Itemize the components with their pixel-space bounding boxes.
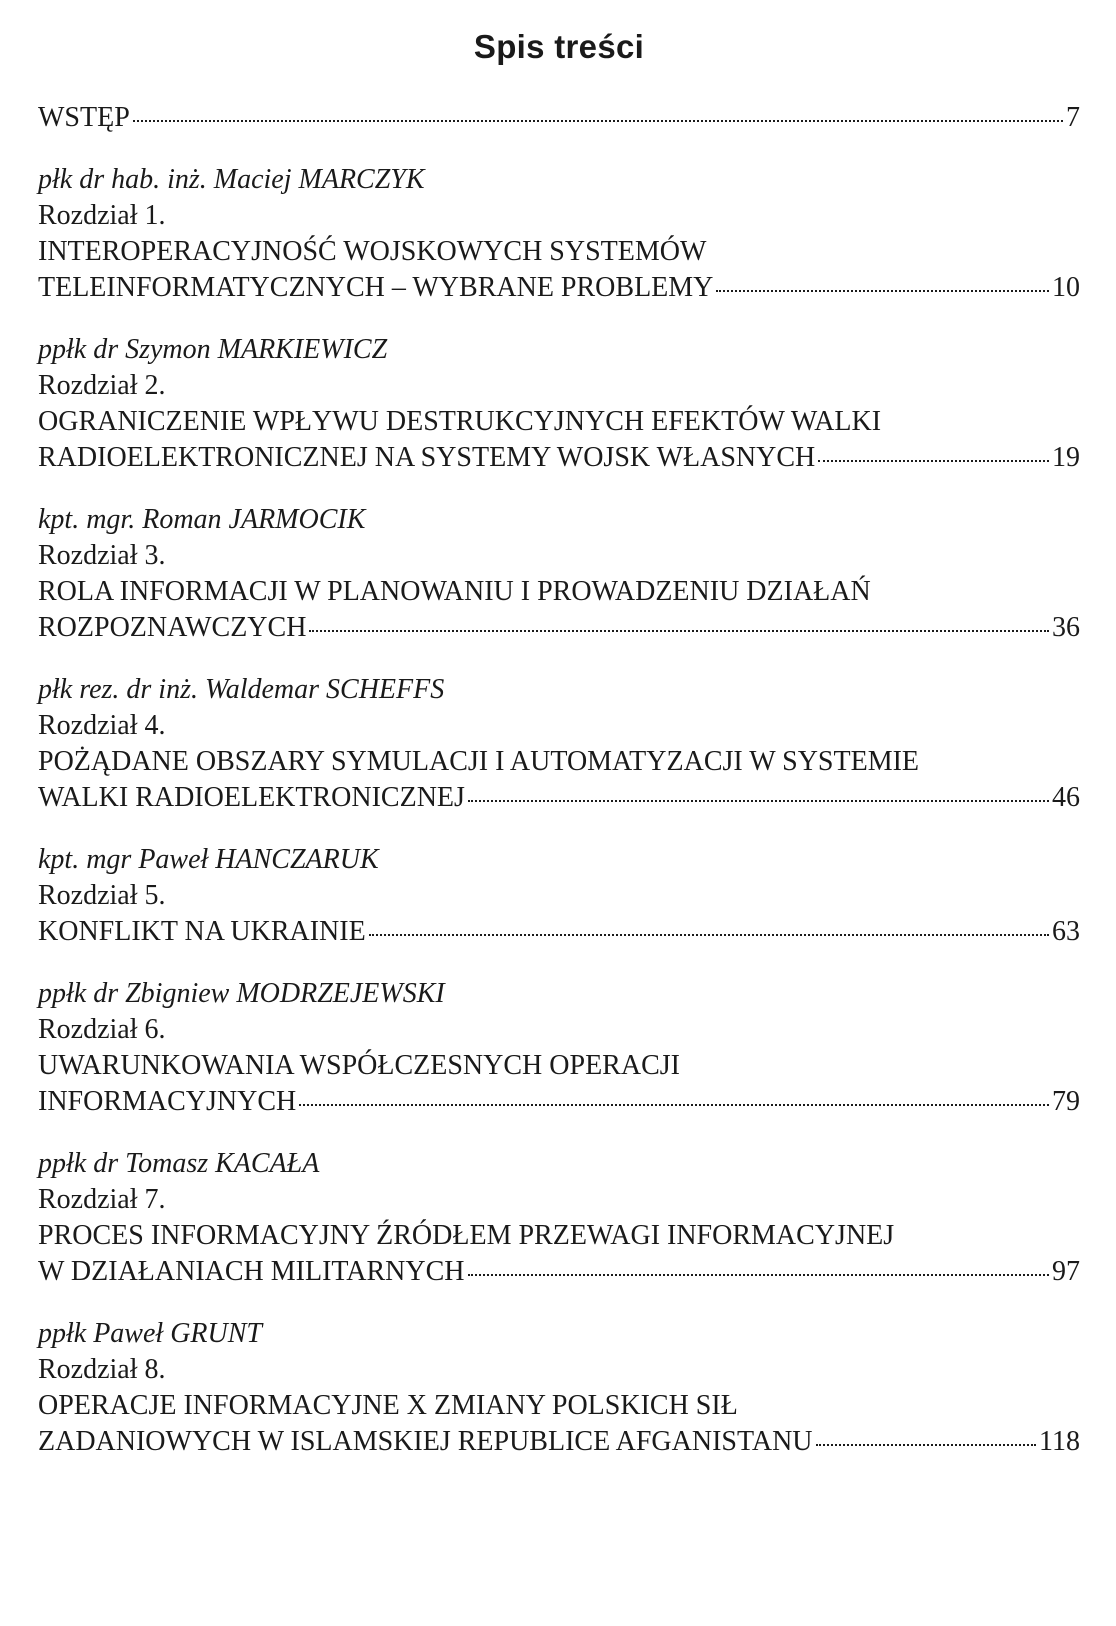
- dot-leader: [133, 120, 1063, 122]
- dot-leader: [468, 1274, 1049, 1276]
- chapter-title-line: INFORMACYJNYCH: [38, 1086, 297, 1117]
- chapter-author: ppłk Paweł GRUNT: [38, 1318, 262, 1349]
- dot-leader: [816, 1444, 1037, 1446]
- dot-leader: [309, 630, 1049, 632]
- chapter-title-line: OGRANICZENIE WPŁYWU DESTRUKCYJNYCH EFEKTÓW WALKI: [38, 406, 882, 437]
- toc-chapter-entry: [38, 672, 1080, 816]
- chapter-label: Rozdział 1.: [38, 200, 166, 231]
- toc-chapter-entry: [38, 1316, 1080, 1460]
- chapter-title-line: OPERACJE INFORMACYJNE X ZMIANY POLSKICH SIŁ: [38, 1390, 738, 1421]
- page-number: 46: [1052, 782, 1080, 813]
- chapter-author: kpt. mgr Paweł HANCZARUK: [38, 844, 379, 875]
- page-number: 10: [1052, 272, 1080, 303]
- chapter-author: kpt. mgr. Roman JARMOCIK: [38, 504, 366, 535]
- toc-chapter-entry: [38, 976, 1080, 1120]
- dot-leader: [818, 460, 1049, 462]
- chapter-title-line: UWARUNKOWANIA WSPÓŁCZESNYCH OPERACJI: [38, 1050, 680, 1081]
- chapter-author: ppłk dr Tomasz KACAŁA: [38, 1148, 320, 1179]
- page-number: 118: [1039, 1426, 1080, 1457]
- chapter-title-line: W DZIAŁANIACH MILITARNYCH: [38, 1256, 465, 1287]
- toc-chapter-entry: [38, 842, 1080, 950]
- chapter-title-line: POŻĄDANE OBSZARY SYMULACJI I AUTOMATYZACJI W SYSTEMIE: [38, 746, 920, 777]
- toc-chapter-entry: [38, 502, 1080, 646]
- chapter-label: Rozdział 6.: [38, 1014, 166, 1045]
- chapter-title-line: KONFLIKT NA UKRAINIE: [38, 916, 366, 947]
- page-number: 36: [1052, 612, 1080, 643]
- toc-intro-entry: [38, 100, 1080, 136]
- chapter-label: Rozdział 5.: [38, 880, 166, 911]
- dot-leader: [299, 1104, 1049, 1106]
- chapter-title-last-line: [38, 270, 1080, 306]
- chapter-title-last-line: [38, 1084, 1080, 1120]
- toc-chapter-list: [38, 162, 1080, 1460]
- chapter-title-line: ROLA INFORMACJI W PLANOWANIU I PROWADZENIU DZIAŁAŃ: [38, 576, 871, 607]
- dot-leader: [369, 934, 1049, 936]
- page-number: 79: [1052, 1086, 1080, 1117]
- page-number: 7: [1066, 102, 1080, 133]
- chapter-title-last-line: [38, 780, 1080, 816]
- chapter-title-last-line: [38, 1424, 1080, 1460]
- chapter-title-line: PROCES INFORMACYJNY ŹRÓDŁEM PRZEWAGI INFORMACYJNEJ: [38, 1220, 895, 1251]
- dot-leader: [716, 290, 1049, 292]
- chapter-label: Rozdział 3.: [38, 540, 166, 571]
- chapter-author: płk rez. dr inż. Waldemar SCHEFFS: [38, 674, 445, 705]
- chapter-author: płk dr hab. inż. Maciej MARCZYK: [38, 164, 425, 195]
- chapter-title-line: WALKI RADIOELEKTRONICZNEJ: [38, 782, 465, 813]
- chapter-title-line: ZADANIOWYCH W ISLAMSKIEJ REPUBLICE AFGANISTANU: [38, 1426, 813, 1457]
- chapter-author: ppłk dr Szymon MARKIEWICZ: [38, 334, 388, 365]
- dot-leader: [468, 800, 1049, 802]
- page-title: Spis treści: [473, 28, 645, 65]
- chapter-title-line: RADIOELEKTRONICZNEJ NA SYSTEMY WOJSK WŁASNYCH: [38, 442, 816, 473]
- chapter-title-last-line: [38, 914, 1080, 950]
- page-number: 19: [1052, 442, 1080, 473]
- chapter-title-line: INTEROPERACYJNOŚĆ WOJSKOWYCH SYSTEMÓW: [38, 236, 707, 267]
- chapter-title-last-line: [38, 610, 1080, 646]
- chapter-label: Rozdział 4.: [38, 710, 166, 741]
- chapter-label: Rozdział 2.: [38, 370, 166, 401]
- chapter-author: ppłk dr Zbigniew MODRZEJEWSKI: [38, 978, 445, 1009]
- intro-label: WSTĘP: [38, 102, 130, 133]
- page-number: 63: [1052, 916, 1080, 947]
- chapter-title-last-line: [38, 1254, 1080, 1290]
- toc-chapter-entry: [38, 332, 1080, 476]
- chapter-label: Rozdział 7.: [38, 1184, 166, 1215]
- page-number: 97: [1052, 1256, 1080, 1287]
- chapter-label: Rozdział 8.: [38, 1354, 166, 1385]
- toc-chapter-entry: [38, 1146, 1080, 1290]
- chapter-title-last-line: [38, 440, 1080, 476]
- chapter-title-line: TELEINFORMATYCZNYCH – WYBRANE PROBLEMY: [38, 272, 714, 303]
- chapter-title-line: ROZPOZNAWCZYCH: [38, 612, 307, 643]
- toc-chapter-entry: [38, 162, 1080, 306]
